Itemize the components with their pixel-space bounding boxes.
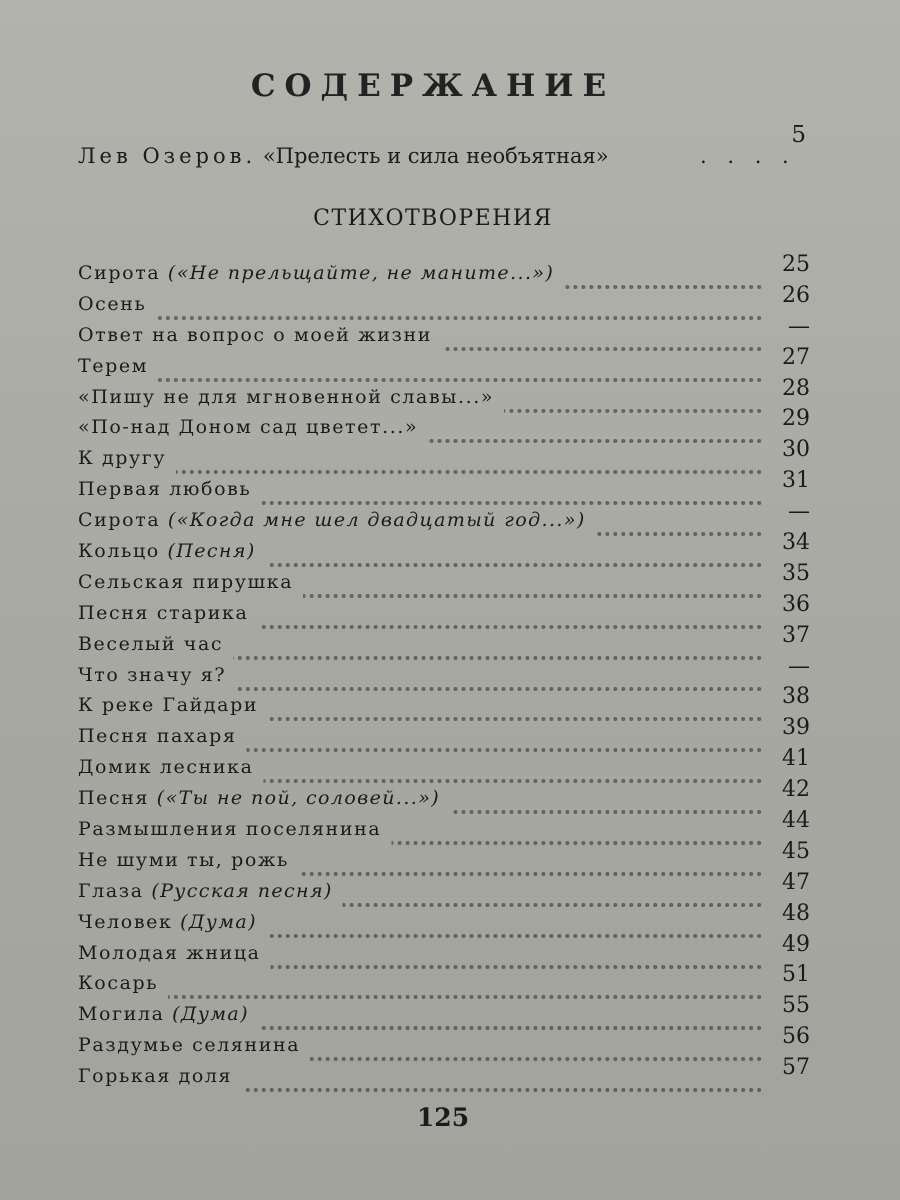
toc-page-number: 27 bbox=[782, 344, 810, 370]
toc-entry-title bbox=[78, 633, 223, 655]
toc-entry-title bbox=[78, 694, 258, 716]
entry-title-text: Глаза bbox=[78, 879, 144, 902]
toc-entry-title bbox=[78, 880, 333, 902]
toc-page-number: 26 bbox=[782, 282, 810, 308]
toc-entry-title bbox=[78, 849, 289, 871]
toc-entry bbox=[78, 283, 810, 314]
toc-page-number: 39 bbox=[782, 715, 810, 741]
toc-page-number: — bbox=[788, 313, 810, 339]
intro-entry bbox=[78, 122, 806, 168]
toc-entry bbox=[78, 746, 810, 777]
toc-entry-title bbox=[78, 1003, 249, 1025]
toc-entry-title bbox=[78, 664, 226, 686]
page-folio: 125 bbox=[416, 1103, 470, 1132]
entry-subtitle: («Ты не пой, соловей...») bbox=[156, 787, 441, 810]
toc-page-number: 57 bbox=[782, 1055, 810, 1081]
entry-title-text: Косарь bbox=[78, 972, 159, 995]
toc-page-number: 35 bbox=[782, 560, 810, 586]
toc-entry bbox=[78, 314, 810, 345]
toc-page-number: 56 bbox=[782, 1024, 810, 1050]
entry-title-text: Что значу я? bbox=[78, 663, 227, 686]
entry-title-text: Песня bbox=[78, 787, 150, 810]
toc-page-number: 41 bbox=[782, 746, 810, 772]
toc-entry-title bbox=[78, 942, 261, 964]
toc-page-number: 30 bbox=[782, 437, 810, 463]
entry-title-text: Не шуми ты, рожь bbox=[78, 848, 289, 871]
entry-title-text: Размышления поселянина bbox=[78, 818, 382, 841]
toc-entry bbox=[78, 561, 810, 592]
toc-entry bbox=[78, 962, 810, 993]
toc-entry bbox=[78, 1055, 810, 1086]
contents-heading: СОДЕРЖАНИЕ bbox=[250, 68, 616, 104]
toc-entry-title bbox=[78, 293, 146, 315]
toc-entry bbox=[78, 623, 810, 654]
toc-entry bbox=[78, 901, 810, 932]
toc-entry-title bbox=[78, 725, 237, 747]
toc-page-number: 29 bbox=[782, 406, 810, 432]
toc-entry bbox=[78, 870, 810, 901]
toc-entry bbox=[78, 839, 810, 870]
toc-page-number: 44 bbox=[782, 808, 810, 834]
toc-entry-title bbox=[78, 509, 586, 531]
toc-page-number: — bbox=[788, 499, 810, 525]
entry-subtitle: (Дума) bbox=[180, 910, 257, 933]
toc-entry-title bbox=[78, 972, 158, 994]
toc-entry-title bbox=[78, 416, 418, 438]
toc-entry bbox=[78, 592, 810, 623]
intro-title: «Прелесть и сила необъятная» bbox=[262, 144, 609, 168]
toc-entry bbox=[78, 437, 810, 468]
entry-title-text: Сирота bbox=[78, 262, 161, 284]
entry-title-text: Горькая доля bbox=[78, 1065, 233, 1088]
entry-title-text: «Пишу не для мгновенной славы...» bbox=[78, 385, 495, 408]
toc-page-number: 51 bbox=[782, 962, 810, 988]
toc-entry-title bbox=[78, 540, 256, 562]
entry-title-text: Терем bbox=[78, 354, 149, 377]
intro-dot-leader: . . . . bbox=[700, 144, 796, 168]
entry-title-text: Песня старика bbox=[78, 601, 249, 624]
toc-page-number: 25 bbox=[782, 252, 810, 277]
toc-entry-title bbox=[78, 818, 381, 840]
toc-page-number: 49 bbox=[782, 931, 810, 957]
toc-page-number: 34 bbox=[782, 530, 810, 556]
toc-entry-title bbox=[78, 787, 440, 809]
toc-entry-title bbox=[78, 911, 257, 933]
toc-entry-title bbox=[78, 602, 248, 624]
toc-entry bbox=[78, 252, 810, 283]
entry-title-text: Ответ на вопрос о моей жизни bbox=[78, 323, 432, 346]
toc-page-number: 37 bbox=[782, 622, 810, 648]
toc-page-number: 45 bbox=[782, 838, 810, 864]
toc-page-number: 42 bbox=[782, 777, 810, 803]
toc-page-number: 55 bbox=[782, 993, 810, 1019]
toc-entry bbox=[78, 993, 810, 1024]
toc-page-number: 48 bbox=[782, 900, 810, 926]
toc-entry bbox=[78, 499, 810, 530]
toc-entry bbox=[78, 1024, 810, 1055]
entry-title-text: Кольцо bbox=[78, 540, 160, 563]
toc-entry bbox=[78, 684, 810, 715]
toc-entry-title bbox=[78, 447, 166, 469]
toc-entry-title bbox=[78, 324, 432, 346]
entry-title-text: Первая любовь bbox=[78, 478, 252, 501]
toc-entry-title bbox=[78, 355, 148, 377]
toc-entry-title bbox=[78, 262, 554, 284]
entry-subtitle: (Песня) bbox=[167, 540, 256, 563]
toc-entry-title bbox=[78, 756, 254, 778]
entry-title-text: Домик лесника bbox=[78, 756, 254, 779]
intro-page-number: 5 bbox=[791, 122, 806, 148]
entry-title-text: Раздумье селянина bbox=[78, 1034, 301, 1057]
entry-title-text: Осень bbox=[78, 292, 147, 315]
entry-title-text: «По-над Доном сад цветет...» bbox=[78, 416, 419, 439]
entry-title-text: Веселый час bbox=[78, 632, 224, 655]
entry-title-text: Человек bbox=[78, 910, 173, 933]
entry-subtitle: («Не прельщайте, не маните...») bbox=[167, 262, 555, 284]
intro-label bbox=[78, 144, 609, 168]
entry-subtitle: (Русская песня) bbox=[151, 879, 333, 902]
section-heading: СТИХОТВОРЕНИЯ bbox=[313, 206, 553, 231]
entry-title-text: К реке Гайдари bbox=[78, 694, 259, 717]
toc-entry bbox=[78, 468, 810, 499]
toc-entry bbox=[78, 345, 810, 376]
entry-title-text: Молодая жница bbox=[78, 941, 261, 964]
entry-title-text: Песня пахаря bbox=[78, 725, 237, 748]
toc-page-number: 31 bbox=[782, 468, 810, 494]
toc-page-number: — bbox=[788, 653, 810, 679]
toc-entry-title bbox=[78, 1065, 232, 1087]
toc-page-number: 47 bbox=[782, 869, 810, 895]
intro-author: Лев Озеров. bbox=[78, 144, 257, 168]
entry-title-text: Могила bbox=[78, 1003, 165, 1026]
toc-entry bbox=[78, 808, 810, 839]
toc-entry bbox=[78, 777, 810, 808]
table-of-contents bbox=[78, 252, 810, 1086]
toc-entry bbox=[78, 376, 810, 407]
toc-entry-title bbox=[78, 386, 494, 408]
toc-entry-title bbox=[78, 1034, 300, 1056]
toc-entry bbox=[78, 932, 810, 963]
entry-title-text: К другу bbox=[78, 447, 167, 470]
toc-entry bbox=[78, 406, 810, 437]
toc-entry bbox=[78, 715, 810, 746]
entry-title-text: Сельская пирушка bbox=[78, 570, 294, 593]
entry-subtitle: (Дума) bbox=[172, 1003, 249, 1026]
toc-page-number: 28 bbox=[782, 375, 810, 401]
entry-title-text: Сирота bbox=[78, 509, 161, 532]
toc-page-number: 36 bbox=[782, 591, 810, 617]
toc-entry bbox=[78, 530, 810, 561]
toc-entry-title bbox=[78, 571, 293, 593]
toc-entry-title bbox=[78, 478, 251, 500]
toc-page-number: 38 bbox=[782, 684, 810, 710]
toc-entry bbox=[78, 654, 810, 685]
entry-subtitle: («Когда мне шел двадцатый год...») bbox=[167, 509, 586, 532]
